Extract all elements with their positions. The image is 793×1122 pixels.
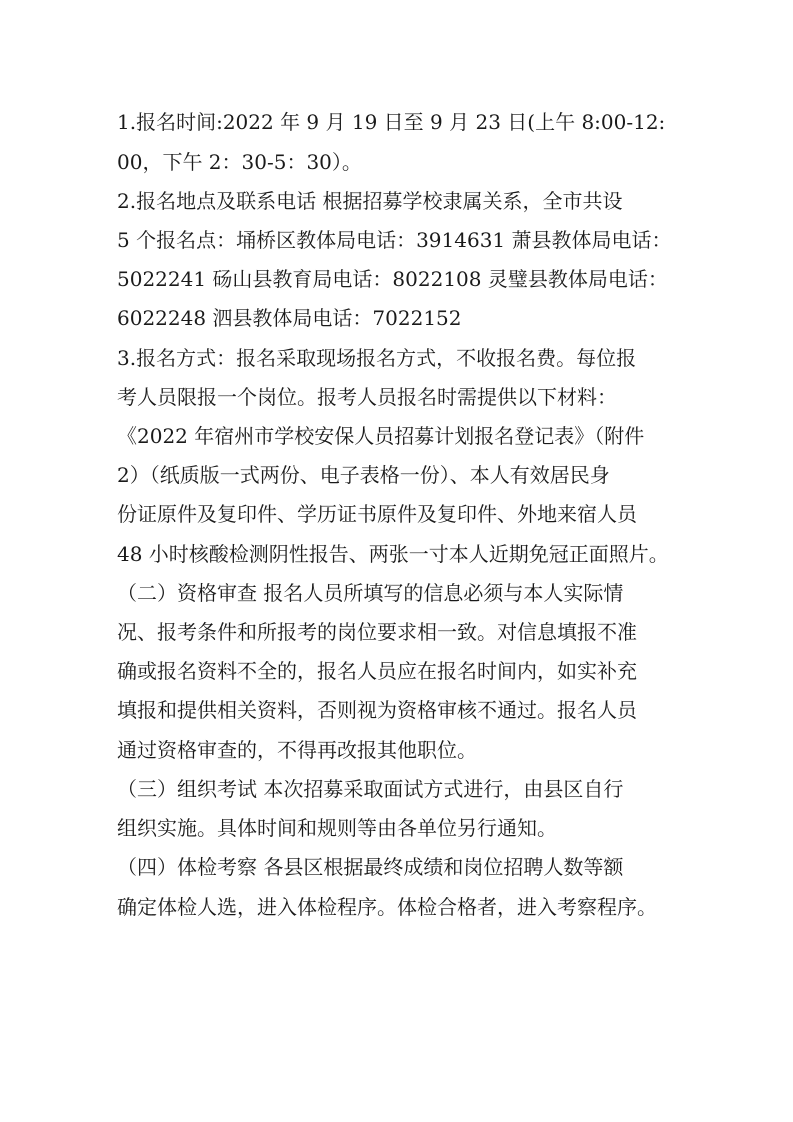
registration-time-line-1: 1.报名时间:2022 年 9 月 19 日至 9 月 23 日(上午 8:00-12: [117,110,666,134]
exam-organization-line-2: 组织实施。具体时间和规则等由各单位另行通知。 [117,816,557,840]
registration-method-line-4: 2）（纸质版一式两份、电子表格一份）、本人有效居民身 [117,463,610,487]
registration-method-line-3: 《2022 年宿州市学校安保人员招募计划报名登记表》（附件 [117,424,645,448]
qualification-review-line-4: 填报和提供相关资料，否则视为资格审核不通过。报名人员 [117,698,637,722]
registration-location-line-2: 5 个报名点：埇桥区教体局电话：3914631 萧县教体局电话： [117,228,672,252]
qualification-review-line-5: 通过资格审查的，不得再改报其他职位。 [117,738,477,762]
registration-time-line-2: 00，下午 2：30-5：30）。 [117,150,362,174]
registration-method-line-6: 48 小时核酸检测阴性报告、两张一寸本人近期免冠正面照片。 [117,542,669,566]
qualification-review-line-3: 确或报名资料不全的，报名人员应在报名时间内，如实补充 [117,659,637,683]
registration-location-line-1: 2.报名地点及联系电话 根据招募学校隶属关系，全市共设 [117,189,623,213]
registration-method-line-2: 考人员限报一个岗位。报考人员报名时需提供以下材料： [117,385,617,409]
exam-organization-line-1: （三）组织考试 本次招募采取面试方式进行，由县区自行 [117,777,624,801]
medical-exam-line-1: （四）体检考察 各县区根据最终成绩和岗位招聘人数等额 [117,855,624,879]
registration-method-line-5: 份证原件及复印件、学历证书原件及复印件、外地来宿人员 [117,502,637,526]
registration-location-line-4: 6022248 泗县教体局电话：7022152 [117,306,462,330]
medical-exam-line-2: 确定体检人选，进入体检程序。体检合格者，进入考察程序。 [117,895,657,919]
registration-method-line-1: 3.报名方式：报名采取现场报名方式，不收报名费。每位报 [117,346,637,370]
registration-location-line-3: 5022241 砀山县教育局电话：8022108 灵璧县教体局电话： [117,267,668,291]
qualification-review-line-1: （二）资格审查 报名人员所填写的信息必须与本人实际情 [117,581,624,605]
qualification-review-line-2: 况、报考条件和所报考的岗位要求相一致。对信息填报不准 [117,620,637,644]
